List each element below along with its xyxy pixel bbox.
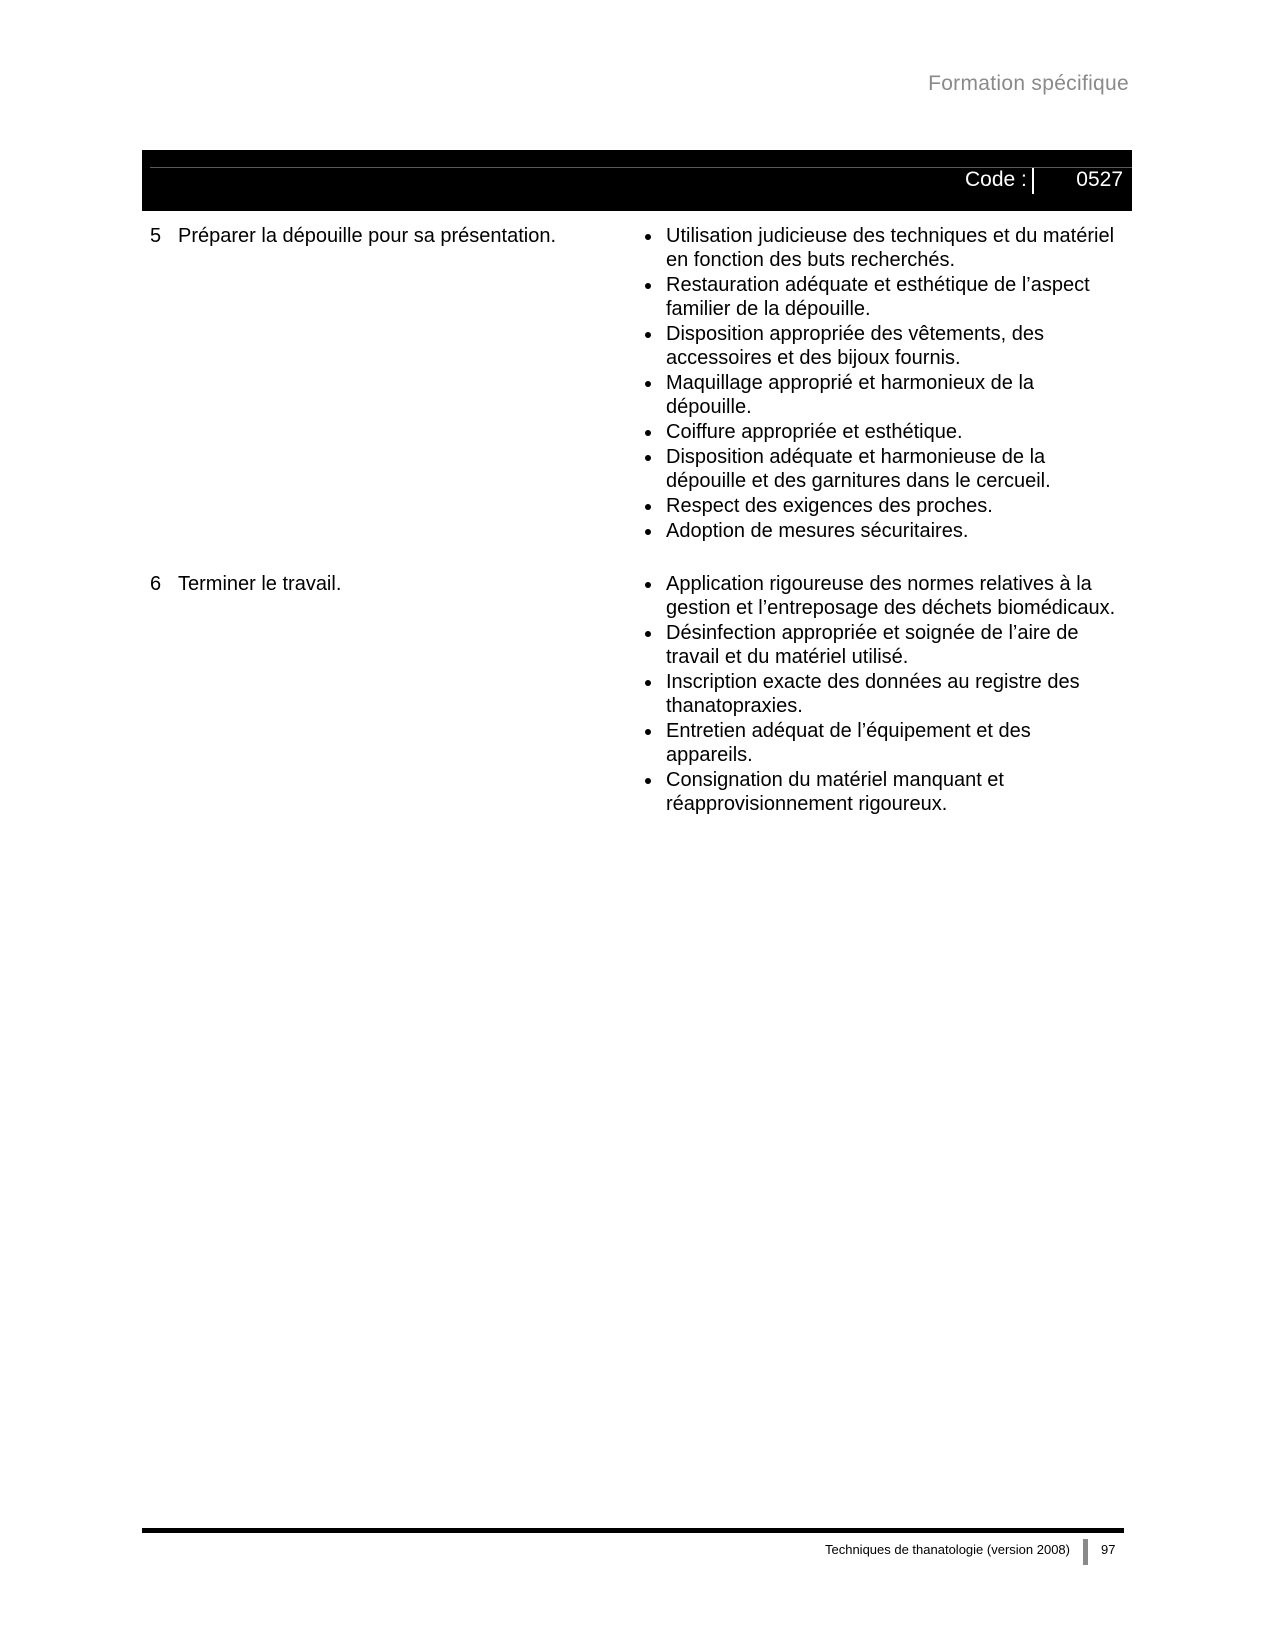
code-value: 0527 <box>1076 168 1123 191</box>
element-number: 5 <box>150 225 162 247</box>
criterion-item: Disposition adéquate et harmonieuse de la dépouille et des garnitures dans le cercueil. <box>642 445 1122 493</box>
criterion-item: Consignation du matériel manquant et réapprovisionnement rigoureux. <box>642 768 1122 816</box>
code-separator <box>1032 168 1034 194</box>
criterion-item: Respect des exigences des proches. <box>642 494 1122 518</box>
element-text: Préparer la dépouille pour sa présentation. <box>178 225 557 247</box>
criterion-item: Maquillage approprié et harmonieux de la dépouille. <box>642 371 1122 419</box>
code-bar <box>142 150 1132 211</box>
section-header: Formation spécifique <box>928 72 1129 95</box>
performance-criteria-list <box>642 224 1122 544</box>
footer-document-title: Techniques de thanatologie (version 2008) <box>824 1542 1070 1557</box>
element-of-competency <box>150 224 600 248</box>
page-number: 97 <box>1101 1542 1116 1557</box>
code-label-text: Code : <box>965 168 1027 191</box>
criterion-item: Désinfection appropriée et soignée de l’aire de travail et du matériel utilisé. <box>642 621 1122 669</box>
element-of-competency <box>150 572 600 596</box>
footer-rule <box>142 1528 1124 1533</box>
criterion-item: Utilisation judicieuse des techniques et du matériel en fonction des buts recherchés. <box>642 224 1122 272</box>
criterion-item: Entretien adéquat de l’équipement et des appareils. <box>642 719 1122 767</box>
code-label <box>965 168 1165 192</box>
performance-criteria-list <box>642 572 1122 817</box>
element-text: Terminer le travail. <box>178 573 342 595</box>
element-number: 6 <box>150 573 162 595</box>
criterion-item: Disposition appropriée des vêtements, des accessoires et des bijoux fournis. <box>642 322 1122 370</box>
criterion-item: Inscription exacte des données au registre des thanatopraxies. <box>642 670 1122 718</box>
criterion-item: Adoption de mesures sécuritaires. <box>642 519 1122 543</box>
criterion-item: Restauration adéquate et esthétique de l’aspect familier de la dépouille. <box>642 273 1122 321</box>
footer-separator <box>1083 1539 1088 1565</box>
criterion-item: Coiffure appropriée et esthétique. <box>642 420 1122 444</box>
criterion-item: Application rigoureuse des normes relatives à la gestion et l’entreposage des déchets biomédicaux. <box>642 572 1122 620</box>
